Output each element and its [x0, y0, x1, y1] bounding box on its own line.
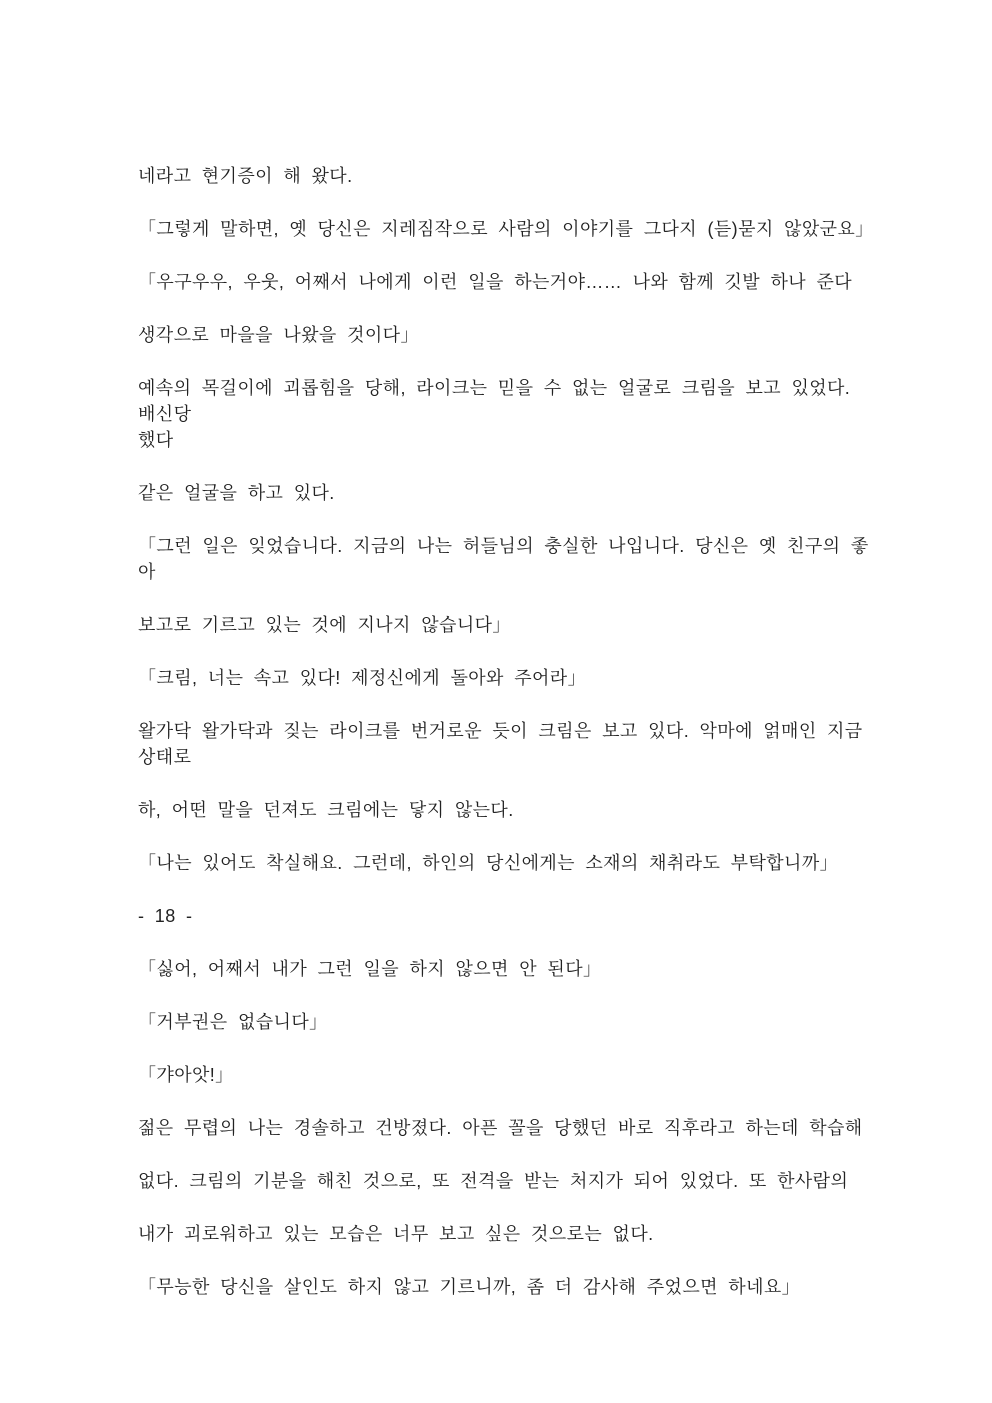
page-number: - 18 - [138, 906, 193, 926]
text-line: 「그렇게 말하면, 옛 당신은 지레짐작으로 사람의 이야기를 그다지 (듣)묻지 않았군요」 [138, 219, 874, 239]
text-line: 생각으로 마을을 나왔을 것이다」 [138, 325, 419, 345]
text-line: 「우구우우, 우웃, 어째서 나에게 이런 일을 하는거야…… 나와 함께 깃발 하나 준다 [138, 272, 853, 292]
text-line: 왈가닥 왈가닥과 짖는 라이크를 번거로운 듯이 크림은 보고 있다. 악마에 얽매인 지금 상태로 [138, 721, 874, 767]
text-line: 젊은 무렵의 나는 경솔하고 건방졌다. 아픈 꼴을 당했던 바로 직후라고 하는데 학습해 [138, 1118, 863, 1138]
text-line: 없다. 크림의 기분을 해친 것으로, 또 전격을 받는 처지가 되어 있었다. 또 한사람의 [138, 1171, 849, 1191]
text-line: 보고로 기르고 있는 것에 지나지 않습니다」 [138, 615, 511, 635]
text-line: 같은 얼굴을 하고 있다. [138, 483, 335, 503]
text-line: 「갸아앗!」 [138, 1065, 234, 1085]
text-line: 「거부권은 없습니다」 [138, 1012, 328, 1032]
text-line: 내가 괴로워하고 있는 모습은 너무 보고 싶은 것으로는 없다. [138, 1224, 654, 1244]
text-line-continuation: 했다 [138, 430, 174, 450]
text-line: 「싫어, 어째서 내가 그런 일을 하지 않으면 안 된다」 [138, 959, 602, 979]
text-line: 하, 어떤 말을 던져도 크림에는 닿지 않는다. [138, 800, 514, 820]
text-line: 「크림, 너는 속고 있다! 제정신에게 돌아와 주어라」 [138, 668, 586, 688]
text-line: 「그런 일은 잊었습니다. 지금의 나는 허들님의 충실한 나입니다. 당신은 옛 친구의 좋아 [138, 536, 869, 582]
text-line: 네라고 현기증이 해 왔다. [138, 166, 353, 186]
text-line: 예속의 목걸이에 괴롭힘을 당해, 라이크는 믿을 수 없는 얼굴로 크림을 보고 있었다. 배신당 [138, 378, 861, 424]
text-line: 「나는 있어도 착실해요. 그런데, 하인의 당신에게는 소재의 채취라도 부탁합니까」 [138, 853, 839, 873]
text-line: 「무능한 당신을 살인도 하지 않고 기르니까, 좀 더 감사해 주었으면 하네요」 [138, 1277, 801, 1297]
